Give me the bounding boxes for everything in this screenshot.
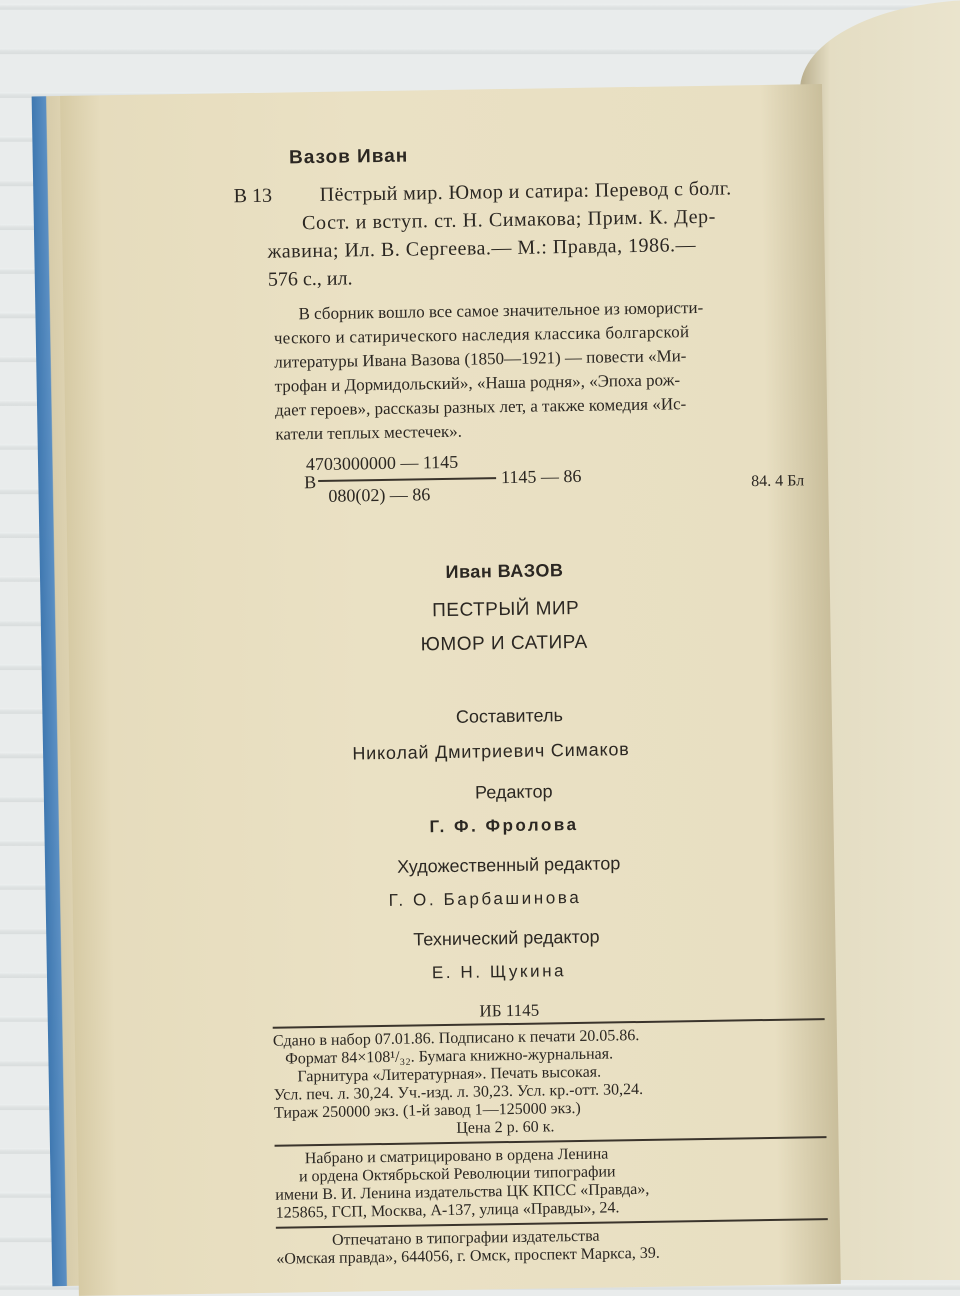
annotation-line-4: трофан и Дормидольский», «Наша родня», «Эпоха рож- bbox=[274, 370, 681, 396]
annotation-line-3: литературы Ивана Вазова (1850—1921) — повести «Ми- bbox=[274, 346, 687, 372]
credit-role-editor: Редактор bbox=[474, 781, 553, 803]
imprint-line-4: Усл. печ. л. 30,24. Уч.-изд. л. 30,23. Усл. кр.-отт. 30,24. bbox=[273, 1080, 644, 1104]
formula-numerator: 4703000000 — 1145 bbox=[305, 451, 459, 475]
catalog-line-4: 576 с., ил. bbox=[267, 267, 353, 291]
bbk-code: 84. 4 Бл bbox=[751, 472, 805, 491]
printer-line-3: имени В. И. Ленина издательства ЦК КПСС «Правда», bbox=[275, 1180, 650, 1204]
catalog-line-2: Сост. и вступ. ст. Н. Симакова; Прим. К. Дер- bbox=[301, 205, 717, 235]
printed-line-1: Отпечатано в типографии издательства bbox=[331, 1227, 600, 1249]
imprint-line-1: Сдано в набор 07.01.86. Подписано к печати 20.05.86. bbox=[272, 1027, 640, 1050]
book-subtitle: ЮМОР И САТИРА bbox=[420, 631, 588, 656]
imprint-middle-rule bbox=[275, 1136, 827, 1147]
formula-fraction-line bbox=[318, 477, 496, 482]
credit-role-compiler: Составитель bbox=[455, 705, 564, 727]
book-page bbox=[60, 84, 841, 1296]
ib-number: ИБ 1145 bbox=[479, 1000, 540, 1021]
credit-role-tech-editor: Технический редактор bbox=[413, 926, 600, 950]
credit-name-editor: Г. Ф. Фролова bbox=[429, 814, 579, 837]
credit-role-art-editor: Художественный редактор bbox=[397, 853, 621, 877]
catalog-code: В 13 bbox=[233, 184, 273, 208]
book-title: ПЕСТРЫЙ МИР bbox=[432, 597, 580, 622]
formula-suffix: 1145 — 86 bbox=[500, 465, 582, 488]
imprint-line-5: Тираж 250000 экз. (1-й завод 1—125000 экз.) bbox=[273, 1099, 581, 1122]
imprint-price: Цена 2 р. 60 к. bbox=[456, 1118, 555, 1137]
annotation-line-6: катели теплых местечек». bbox=[275, 421, 463, 444]
printed-line-2: «Омская правда», 644056, г. Омск, проспект Маркса, 39. bbox=[276, 1244, 660, 1268]
catalog-line-3: жавина; Ил. В. Сергеева.— М.: Правда, 1986.— bbox=[267, 234, 697, 263]
catalog-line-1: Пёстрый мир. Юмор и сатира: Перевод с болг. bbox=[319, 177, 732, 206]
catalog-author-heading: Вазов Иван bbox=[288, 145, 409, 169]
annotation-line-2: ческого и сатирического наследия классика болгарской bbox=[273, 322, 690, 348]
imprint-line-2: Формат 84×108¹/₃₂. Бумага книжно-журнальная. bbox=[285, 1045, 614, 1068]
imprint-line-3: Гарнитура «Литературная». Печать высокая. bbox=[297, 1063, 602, 1086]
credit-name-art-editor: Г. О. Барбашинова bbox=[388, 887, 582, 910]
credit-name-tech-editor: Е. Н. Щукина bbox=[431, 961, 567, 983]
printer-line-1: Набрано и сматрицировано в ордена Ленина bbox=[304, 1145, 609, 1168]
printer-line-2: и ордена Октябрьской Революции типографии bbox=[298, 1163, 616, 1186]
imprint-top-rule bbox=[273, 1018, 825, 1029]
formula-prefix: В bbox=[303, 472, 317, 493]
credit-name-compiler: Николай Дмитриевич Симаков bbox=[352, 739, 630, 764]
printer-line-4: 125865, ГСП, Москва, А-137, улица «Правды», 24. bbox=[275, 1199, 620, 1222]
annotation-line-1: В сборник вошло все самое значительное из юмористи- bbox=[298, 297, 704, 324]
annotation-line-5: дает героев», рассказы разных лет, а также комедия «Ис- bbox=[274, 394, 687, 420]
formula-denominator: 080(02) — 86 bbox=[328, 484, 431, 506]
book-author: Иван ВАЗОВ bbox=[445, 560, 564, 582]
